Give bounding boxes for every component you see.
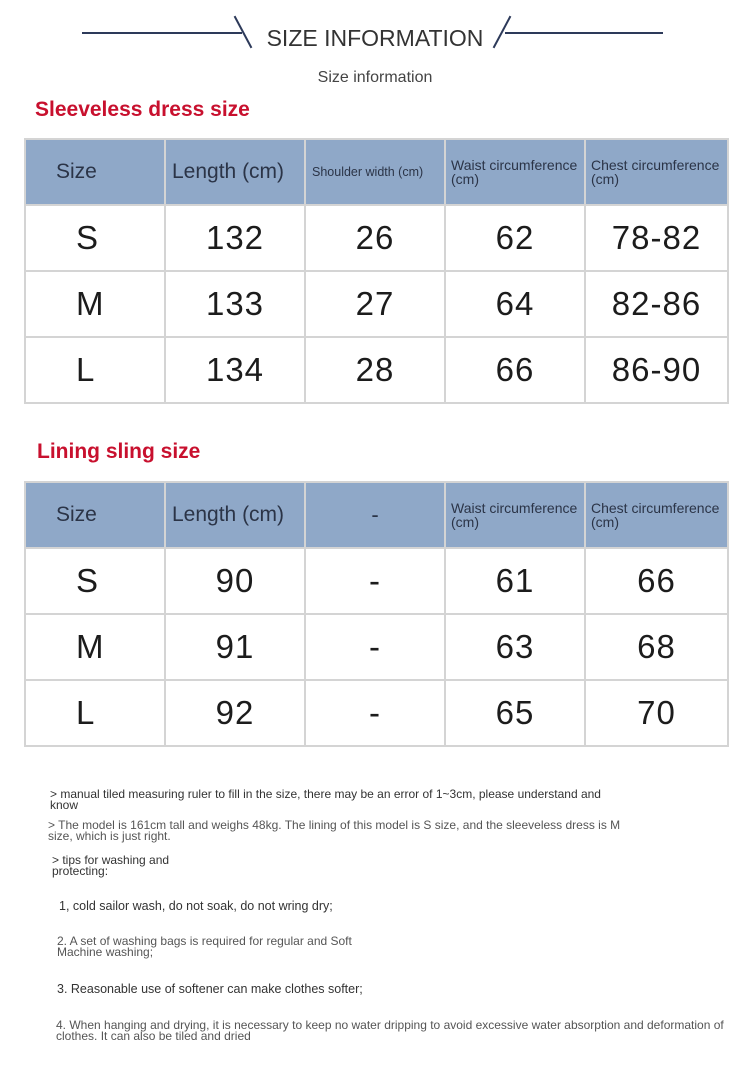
table-cell: 64 — [445, 271, 585, 337]
table-cell: 26 — [305, 205, 445, 271]
header-rule-right — [505, 32, 663, 34]
column-header: - — [305, 482, 445, 548]
table-cell: 27 — [305, 271, 445, 337]
table-cell: 66 — [445, 337, 585, 403]
note-washing-4: 4. When hanging and drying, it is necessary to keep no water dripping to avoid excessive water absorption and deformation of clothes. It can also be tiled and dried — [56, 1018, 724, 1043]
lining-size-table — [24, 481, 729, 747]
table-cell: 132 — [165, 205, 305, 271]
table-cell: 62 — [445, 205, 585, 271]
table-row — [25, 680, 728, 746]
table-cell: 61 — [445, 548, 585, 614]
table-row — [25, 548, 728, 614]
header-rule-left — [82, 32, 242, 34]
lining-section-title: Lining sling size — [37, 440, 201, 463]
table-header-row — [25, 482, 728, 548]
table-row — [25, 337, 728, 403]
column-header: Size — [25, 139, 165, 205]
table-cell: 63 — [445, 614, 585, 680]
table-cell: 134 — [165, 337, 305, 403]
column-header: Chest circumference (cm) — [585, 482, 728, 548]
note-measuring: > manual tiled measuring ruler to fill in the size, there may be an error of 1~3cm, please understand and know — [50, 787, 601, 812]
table-cell: 133 — [165, 271, 305, 337]
table-cell: 86-90 — [585, 337, 728, 403]
column-header: Waist circumference (cm) — [445, 139, 585, 205]
sleeveless-size-table — [24, 138, 729, 404]
table-cell: S — [25, 548, 165, 614]
table-cell: 68 — [585, 614, 728, 680]
column-header: Length (cm) — [165, 139, 305, 205]
table-cell: 91 — [165, 614, 305, 680]
table-cell: S — [25, 205, 165, 271]
note-model: > The model is 161cm tall and weighs 48kg. The lining of this model is S size, and the sleeveless dress is M size, which is just right. — [48, 818, 621, 843]
table-cell: 90 — [165, 548, 305, 614]
column-header: Size — [25, 482, 165, 548]
column-header: Waist circumference (cm) — [445, 482, 585, 548]
page-title: SIZE INFORMATION — [266, 25, 484, 51]
column-header: Chest circumference (cm) — [585, 139, 728, 205]
note-washing-tips-heading: > tips for washing and protecting: — [52, 853, 170, 878]
column-header: Shoulder width (cm) — [305, 139, 445, 205]
table-cell: - — [305, 548, 445, 614]
table-cell: L — [25, 680, 165, 746]
note-washing-2: 2. A set of washing bags is required for regular and Soft Machine washing; — [57, 934, 352, 959]
table-cell: 70 — [585, 680, 728, 746]
table-cell: M — [25, 614, 165, 680]
table-header-row — [25, 139, 728, 205]
table-cell: - — [305, 614, 445, 680]
table-cell: 82-86 — [585, 271, 728, 337]
column-header: Length (cm) — [165, 482, 305, 548]
table-row — [25, 205, 728, 271]
table-cell: M — [25, 271, 165, 337]
table-cell: 92 — [165, 680, 305, 746]
table-cell: 66 — [585, 548, 728, 614]
table-cell: 28 — [305, 337, 445, 403]
table-cell: L — [25, 337, 165, 403]
table-cell: - — [305, 680, 445, 746]
table-cell: 78-82 — [585, 205, 728, 271]
table-row — [25, 614, 728, 680]
page-subtitle: Size information — [317, 69, 433, 86]
sleeveless-section-title: Sleeveless dress size — [35, 98, 250, 121]
note-washing-1: 1, cold sailor wash, do not soak, do not wring dry; — [59, 899, 333, 913]
note-washing-3: 3. Reasonable use of softener can make clothes softer; — [57, 982, 363, 996]
table-row — [25, 271, 728, 337]
table-cell: 65 — [445, 680, 585, 746]
